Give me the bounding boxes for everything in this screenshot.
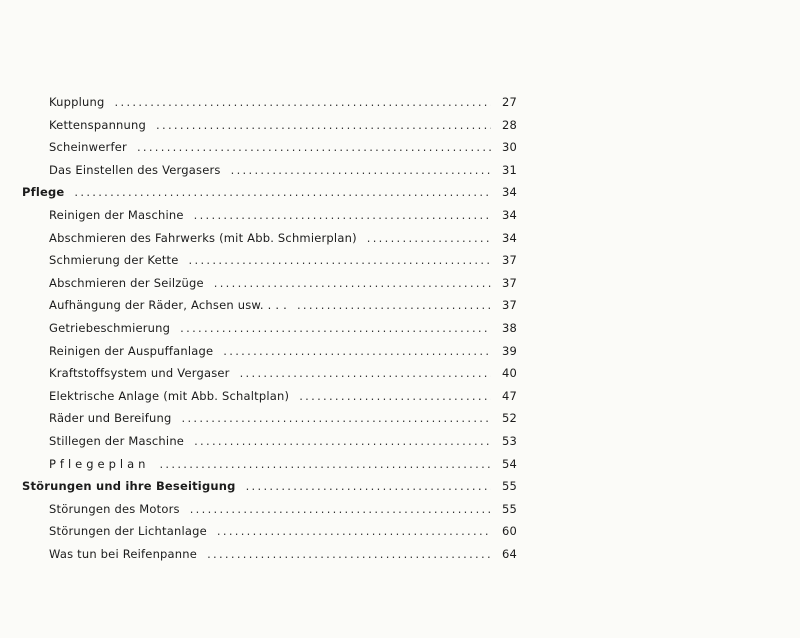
toc-entry-label: Reinigen der Maschine bbox=[49, 207, 184, 222]
toc-entry bbox=[22, 502, 517, 525]
toc-entry-page: 37 bbox=[501, 253, 517, 268]
dot-leader bbox=[194, 434, 491, 448]
toc-entry bbox=[22, 344, 517, 367]
toc-entry-page: 34 bbox=[501, 230, 517, 245]
dot-leader bbox=[223, 344, 491, 358]
toc-entry bbox=[22, 231, 517, 254]
toc-entry-label: Schmierung der Kette bbox=[49, 253, 179, 268]
toc-entry-page: 53 bbox=[501, 433, 517, 448]
dot-leader bbox=[231, 163, 491, 177]
toc-entry-page: 38 bbox=[501, 320, 517, 335]
toc-entry-page: 27 bbox=[501, 95, 517, 109]
dot-leader bbox=[246, 479, 491, 493]
dot-leader bbox=[137, 140, 491, 154]
toc-entry-page: 39 bbox=[501, 343, 517, 358]
dot-leader bbox=[207, 547, 491, 561]
dot-leader bbox=[159, 457, 491, 471]
toc-entry-label: Getriebeschmierung bbox=[49, 320, 171, 335]
toc-entry-label: Kupplung bbox=[49, 95, 105, 109]
dot-leader bbox=[299, 389, 491, 403]
toc-entry-label: Pflegeplan bbox=[49, 456, 150, 471]
toc-entry bbox=[22, 524, 517, 547]
toc-entry-page: 40 bbox=[501, 366, 517, 381]
dot-leader bbox=[217, 524, 491, 538]
toc-entry-label: Abschmieren des Fahrwerks (mit Abb. Schmierplan) bbox=[49, 230, 357, 245]
dot-leader bbox=[194, 208, 491, 222]
toc-entry bbox=[22, 389, 517, 412]
toc-entry bbox=[22, 321, 517, 344]
toc-entry-label: Das Einstellen des Vergasers bbox=[49, 162, 221, 177]
toc-entry-label: Aufhängung der Räder, Achsen usw. . . . bbox=[49, 298, 287, 313]
toc-section-label: Pflege bbox=[22, 185, 65, 200]
toc-entry bbox=[22, 366, 517, 389]
toc-entry bbox=[22, 434, 517, 457]
toc-entry bbox=[22, 457, 517, 480]
toc-entry bbox=[22, 163, 517, 186]
dot-leader bbox=[180, 321, 491, 335]
toc-entry-page: 64 bbox=[501, 546, 517, 561]
toc-entry-page: 34 bbox=[501, 207, 517, 222]
toc-entry bbox=[22, 140, 517, 163]
dot-leader bbox=[74, 185, 491, 199]
toc-entry-page: 37 bbox=[501, 298, 517, 313]
toc-section-page: 55 bbox=[501, 479, 517, 494]
toc-entry bbox=[22, 411, 517, 434]
dot-leader bbox=[240, 366, 491, 380]
toc-entry-page: 30 bbox=[501, 140, 517, 155]
toc-entry-page: 47 bbox=[501, 388, 517, 403]
dot-leader bbox=[367, 231, 491, 245]
toc-section-page: 34 bbox=[501, 185, 517, 200]
toc-entry-page: 60 bbox=[501, 524, 517, 539]
toc-entry-page: 28 bbox=[501, 117, 517, 132]
toc-entry-label: Kettenspannung bbox=[49, 117, 147, 132]
table-of-contents bbox=[22, 95, 517, 569]
dot-leader bbox=[182, 411, 491, 425]
dot-leader bbox=[214, 276, 491, 290]
toc-entry-label: Kraftstoffsystem und Vergaser bbox=[49, 366, 230, 381]
toc-entry-label: Reinigen der Auspuffanlage bbox=[49, 343, 214, 358]
toc-entry-label: Stillegen der Maschine bbox=[49, 433, 185, 448]
toc-entry bbox=[22, 208, 517, 231]
toc-entry-label: Störungen der Lichtanlage bbox=[49, 524, 207, 539]
toc-entry-page: 37 bbox=[501, 275, 517, 290]
toc-entry-page: 55 bbox=[501, 501, 517, 516]
toc-section-label: Störungen und ihre Beseitigung bbox=[22, 479, 236, 494]
toc-entry bbox=[22, 253, 517, 276]
toc-entry-page: 54 bbox=[501, 456, 517, 471]
toc-entry bbox=[22, 95, 517, 118]
dot-leader bbox=[190, 502, 491, 516]
toc-entry bbox=[22, 298, 517, 321]
toc-entry-page: 31 bbox=[501, 162, 517, 177]
toc-entry bbox=[22, 547, 517, 570]
toc-entry bbox=[22, 276, 517, 299]
toc-entry-label: Räder und Bereifung bbox=[49, 411, 172, 426]
dot-leader bbox=[115, 95, 491, 109]
toc-entry-label: Elektrische Anlage (mit Abb. Schaltplan) bbox=[49, 388, 290, 403]
toc-section-heading bbox=[22, 185, 517, 208]
toc-entry-label: Was tun bei Reifenpanne bbox=[49, 546, 198, 561]
toc-entry-label: Störungen des Motors bbox=[49, 501, 180, 516]
toc-entry-page: 52 bbox=[501, 411, 517, 426]
toc-section-heading bbox=[22, 479, 517, 502]
toc-entry-label: Abschmieren der Seilzüge bbox=[49, 275, 204, 290]
dot-leader bbox=[297, 298, 491, 312]
dot-leader bbox=[156, 118, 491, 132]
toc-entry bbox=[22, 118, 517, 141]
toc-entry-label: Scheinwerfer bbox=[49, 140, 127, 155]
dot-leader bbox=[189, 253, 491, 267]
